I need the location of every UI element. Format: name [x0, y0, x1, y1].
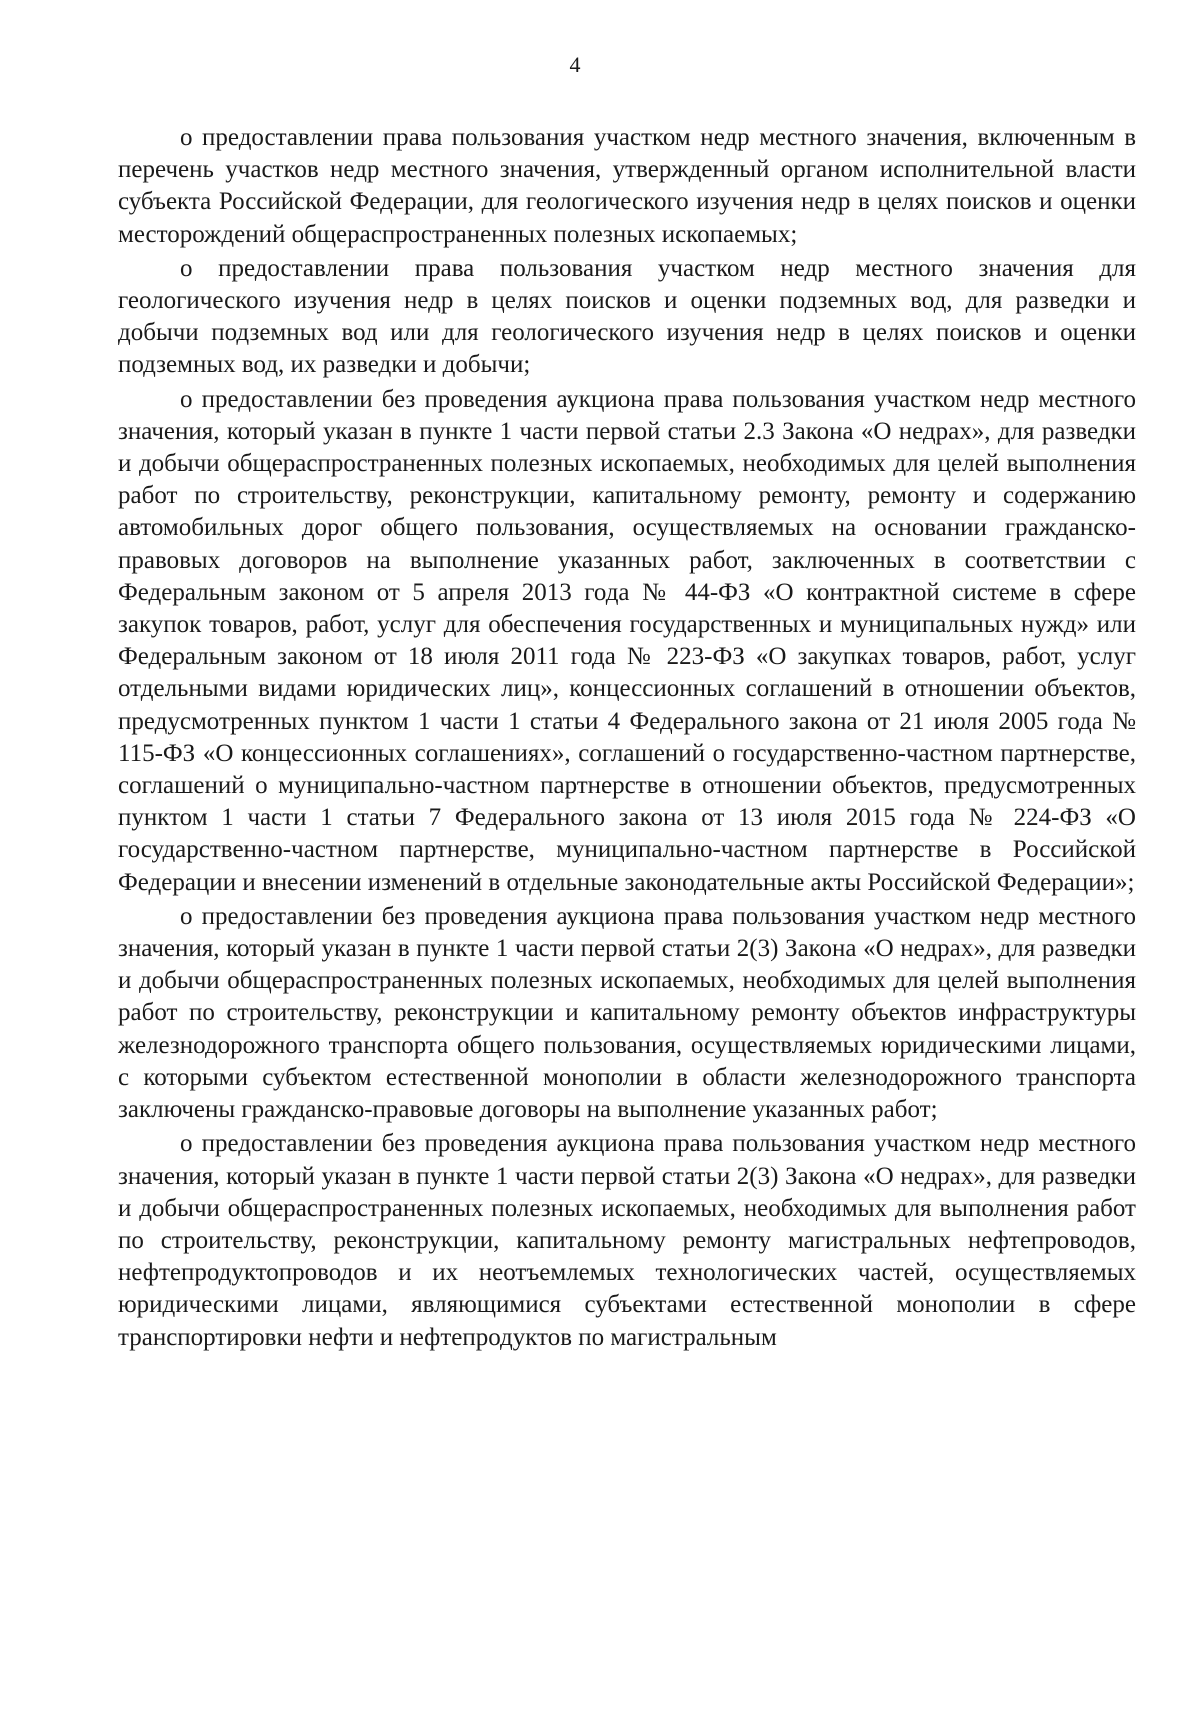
- document-body: [118, 122, 1136, 1356]
- paragraph-underground-water: о предоставлении права пользования участком недр местного значения для геологического изучения недр в целях поисков и оценки подземных вод, для разведки и добычи подземных вод или для геологического изучения недр в целях поисков и оценки подземных вод, их разведки и добычи;: [118, 254, 1136, 379]
- paragraph-roads-without-auction: о предоставлении без проведения аукциона права пользования участком недр местного значения, который указан в пункте 1 части первой статьи 2.3 Закона «О недрах», для разведки и добычи общераспространенных полезных ископаемых, необходимых для целей выполнения работ по строительству, реконструкции, капитальному ремонту, ремонту и содержанию автомобильных дорог общего пользования, осуществляемых на основании гражданско-правовых договоров на выполнение указанных работ, заключенных в соответствии с Федеральным законом от 5 апреля 2013 года № 44-ФЗ «О контрактной системе в сфере закупок товаров, работ, услуг для обеспечения государственных и муниципальных нужд» или Федеральным законом от 18 июля 2011 года № 223-ФЗ «О закупках товаров, работ, услуг отдельными видами юридических лиц», концессионных соглашений в отношении объектов, предусмотренных пунктом 1 части 1 статьи 4 Федерального закона от 21 июля 2005 года № 115-ФЗ «О концессионных соглашениях», соглашений о государственно-частном партнерстве, соглашений о муниципально-частном партнерстве в отношении объектов, предусмотренных пунктом 1 части 1 статьи 7 Федерального закона от 13 июля 2015 года № 224-ФЗ «О государственно-частном партнерстве, муниципально-частном партнерстве в Российской Федерации и внесении изменений в отдельные законодательные акты Российской Федерации»;: [118, 385, 1136, 896]
- page-number: 4: [569, 52, 581, 77]
- paragraph-railway-without-auction: о предоставлении без проведения аукциона права пользования участком недр местного значения, который указан в пункте 1 части первой статьи 2(3) Закона «О недрах», для разведки и добычи общераспространенных полезных ископаемых, необходимых для целей выполнения работ по строительству, реконструкции и капитальному ремонту объектов инфраструктуры железнодорожного транспорта общего пользования, осуществляемых юридическими лицами, с которыми субъектом естественной монополии в области железнодорожного транспорта заключены гражданско-правовые договоры на выполнение указанных работ;: [118, 902, 1136, 1124]
- paragraph-pipelines-without-auction: о предоставлении без проведения аукциона права пользования участком недр местного значения, который указан в пункте 1 части первой статьи 2(3) Закона «О недрах», для разведки и добычи общераспространенных полезных ископаемых, необходимых для выполнения работ по строительству, реконструкции, капитальному ремонту магистральных нефтепроводов, нефтепродуктопроводов и их неотъемлемых технологических частей, осуществляемых юридическими лицами, являющимися субъектами естественной монополии в сфере транспортировки нефти и нефтепродуктов по магистральным: [118, 1130, 1136, 1351]
- paragraph-subsoil-local-geological-study: о предоставлении права пользования участком недр местного значения, включенным в перечень участков недр местного значения, утвержденный органом исполнительной власти субъекта Российской Федерации, для геологического изучения недр в целях поисков и оценки месторождений общераспространенных полезных ископаемых;: [118, 124, 1136, 248]
